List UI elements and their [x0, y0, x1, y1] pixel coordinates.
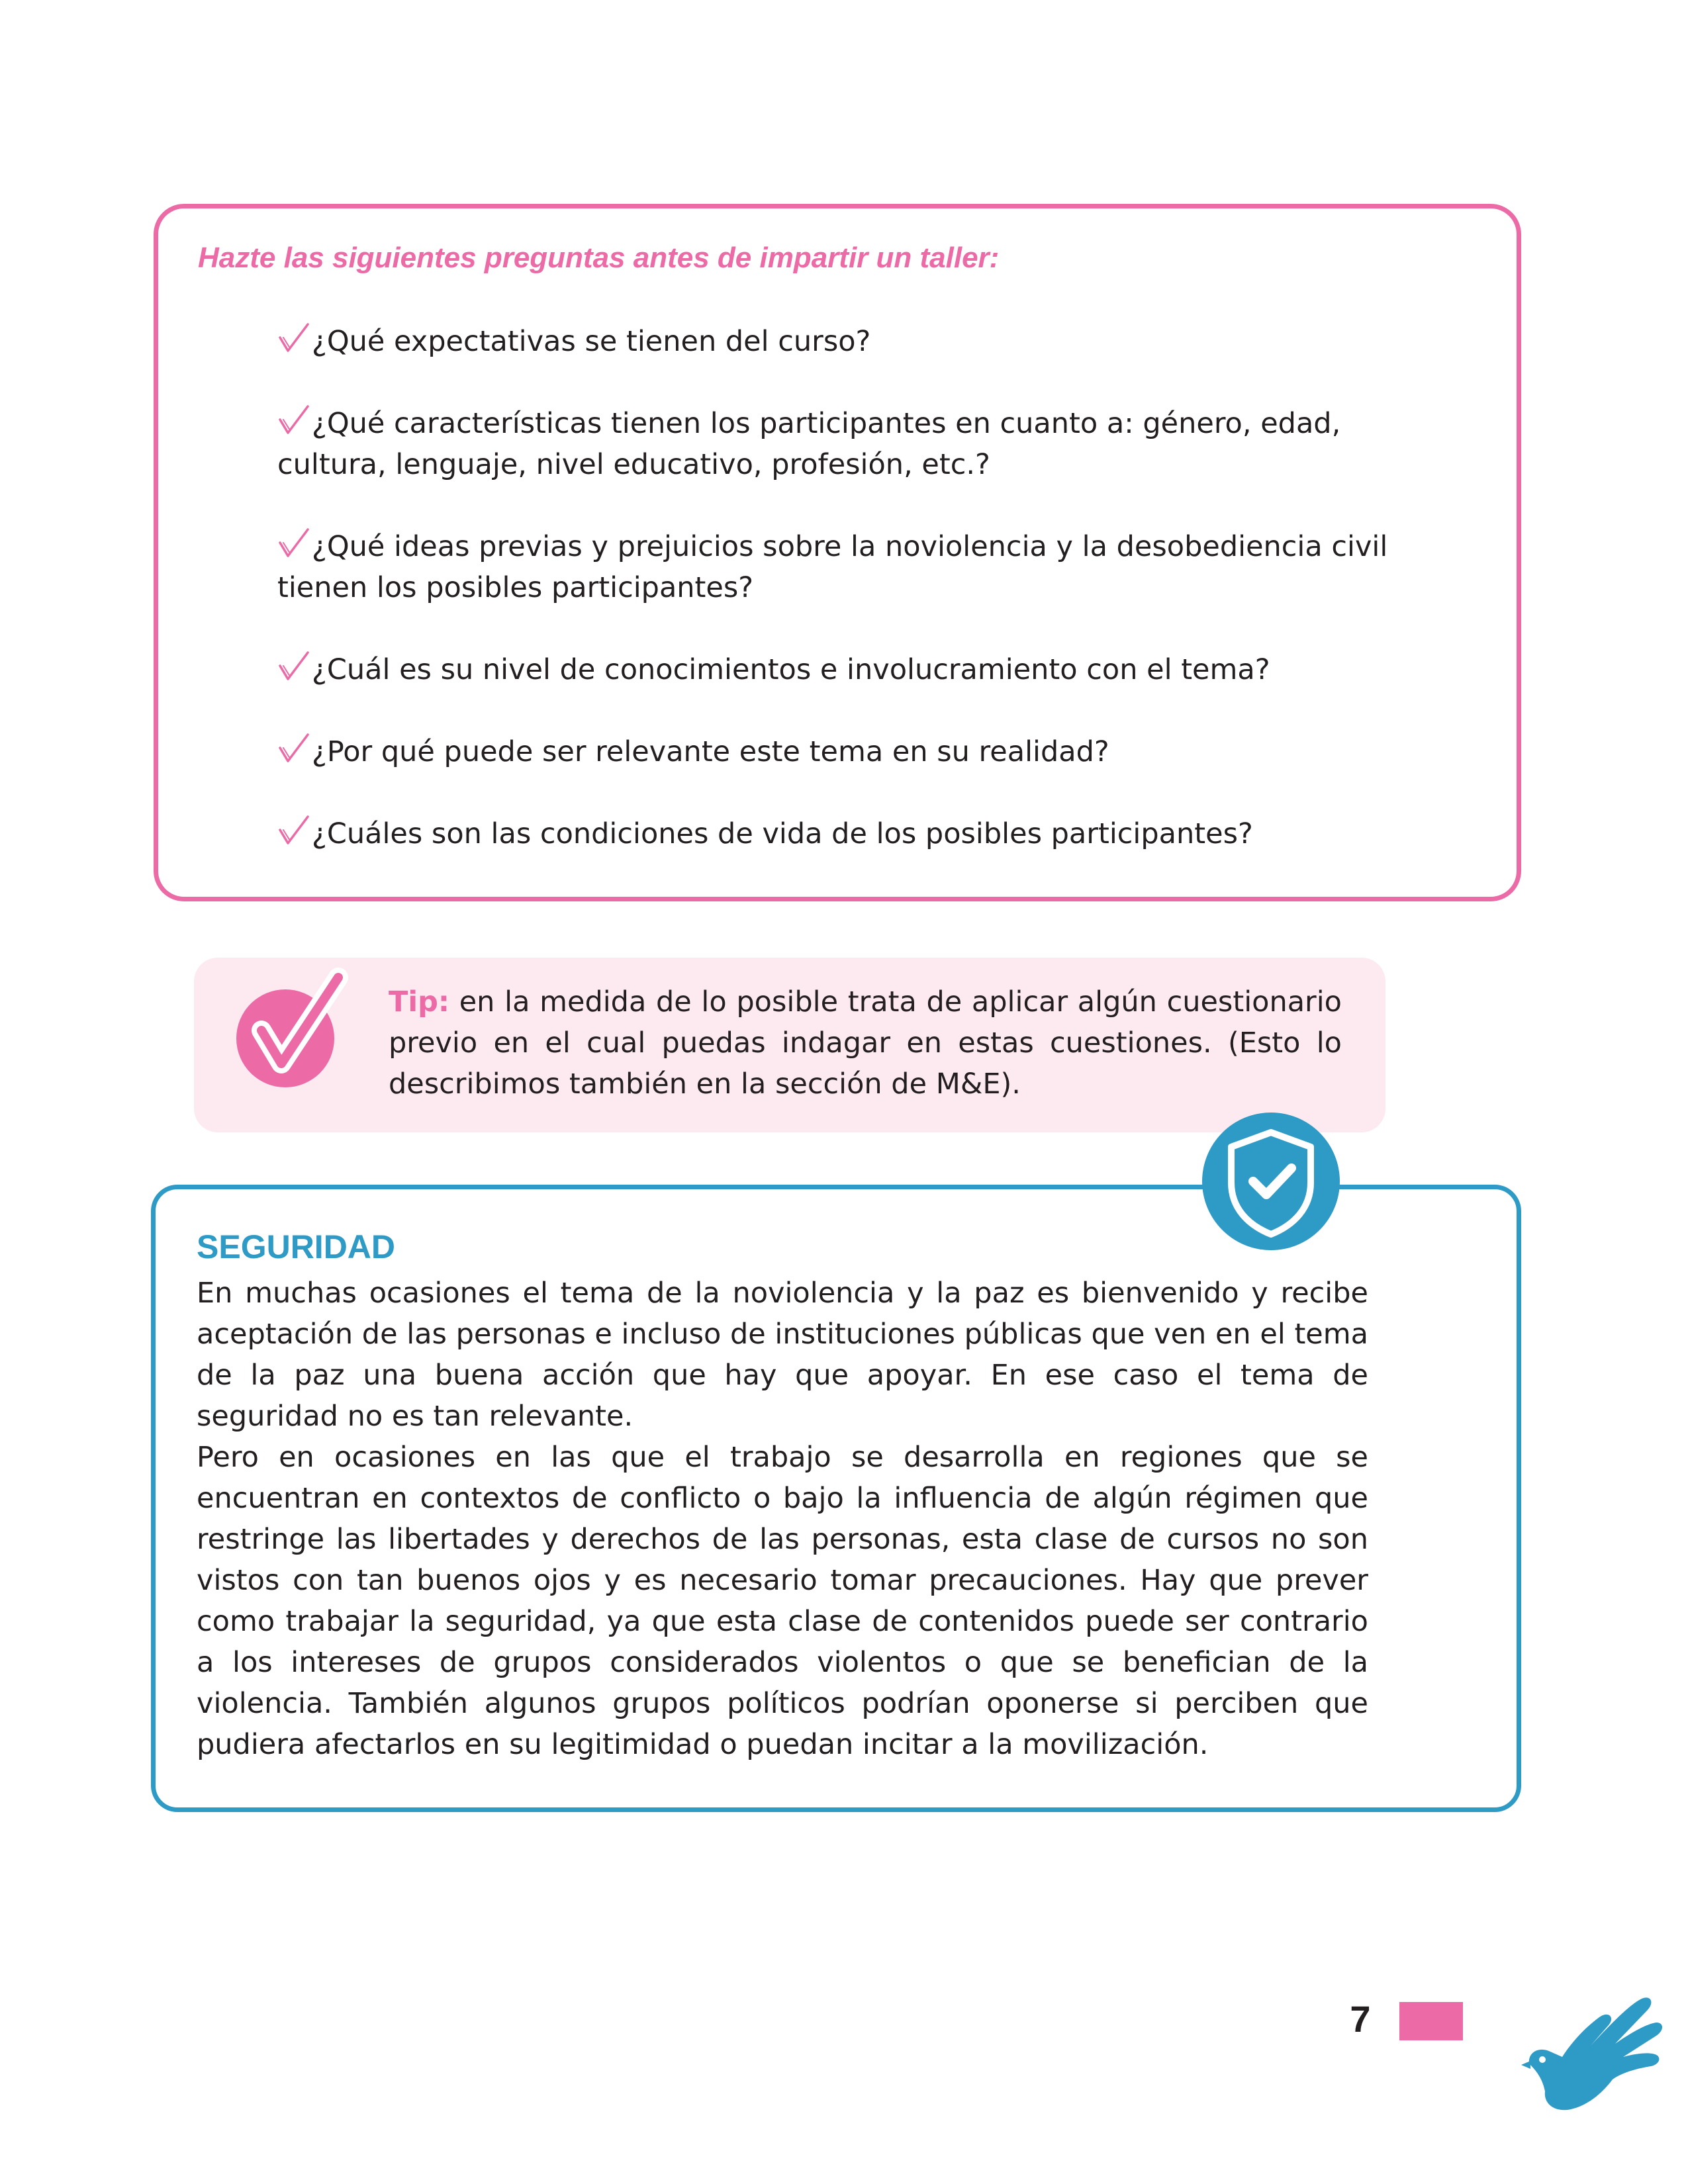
tip-body: en la medida de lo posible trata de aplicar algún cuestionario previo en el cual puedas indagar en estas cuestiones. (Esto lo describimos también en la sección de M&E).	[389, 985, 1342, 1101]
question-text: ¿Qué expectativas se tienen del curso?	[312, 325, 871, 358]
questions-box	[154, 204, 1521, 901]
security-body	[197, 1273, 1368, 1765]
security-title: SEGURIDAD	[197, 1228, 396, 1265]
question-text: ¿Cuál es su nivel de conocimientos e involucramiento con el tema?	[312, 653, 1270, 686]
question-item	[277, 649, 1389, 690]
question-item	[277, 321, 1389, 362]
checkmark-icon	[277, 814, 310, 847]
question-text: ¿Qué ideas previas y prejuicios sobre la noviolencia y la desobediencia civil tienen los posibles participantes?	[277, 530, 1388, 604]
checkmark-icon	[277, 650, 310, 683]
tip-text	[389, 981, 1342, 1105]
question-text: ¿Por qué puede ser relevante este tema en su realidad?	[312, 735, 1109, 768]
checkmark-icon	[277, 322, 310, 355]
dove-hand-icon	[1516, 1985, 1665, 2115]
security-paragraph: En muchas ocasiones el tema de la noviolencia y la paz es bienvenido y recibe aceptación de las personas e incluso de instituciones públicas que ven en el tema de la paz una buena acción que hay que apoyar. En ese caso el tema de seguridad no es tan relevante.	[197, 1277, 1368, 1433]
checkmark-icon	[277, 732, 310, 765]
tip-box	[194, 958, 1385, 1132]
question-text: ¿Qué características tienen los participantes en cuanto a: género, edad, cultura, lenguaje, nivel educativo, profesión, etc.?	[277, 407, 1341, 481]
questions-list	[277, 321, 1389, 895]
question-item	[277, 526, 1389, 608]
check-circle-icon	[227, 967, 353, 1093]
page-number: 7	[1350, 1998, 1371, 2040]
security-box	[151, 1185, 1521, 1812]
checkmark-icon	[277, 527, 310, 560]
checkmark-icon	[277, 404, 310, 437]
question-text: ¿Cuáles son las condiciones de vida de los posibles participantes?	[312, 817, 1253, 850]
tip-label: Tip:	[389, 985, 450, 1019]
shield-check-icon	[1201, 1109, 1347, 1254]
question-item	[277, 403, 1389, 485]
questions-title: Hazte las siguientes preguntas antes de impartir un taller:	[198, 242, 1000, 274]
question-item	[277, 813, 1389, 854]
question-item	[277, 731, 1389, 772]
security-paragraph: Pero en ocasiones en las que el trabajo se desarrolla en regiones que se encuentran en contextos de conflicto o bajo la influencia de algún régimen que restringe las libertades y derechos de las personas, esta clase de cursos no son vistos con tan buenos ojos y es necesario tomar precauciones. Hay que prever como trabajar la seguridad, ya que esta clase de contenidos puede ser contrario a los intereses de grupos considerados violentos o que se benefician de la violencia. También algunos grupos políticos podrían oponerse si perciben que pudiera afectarlos en su legitimidad o puedan incitar a la movilización.	[197, 1441, 1368, 1761]
page-tab-marker	[1399, 2002, 1463, 2040]
